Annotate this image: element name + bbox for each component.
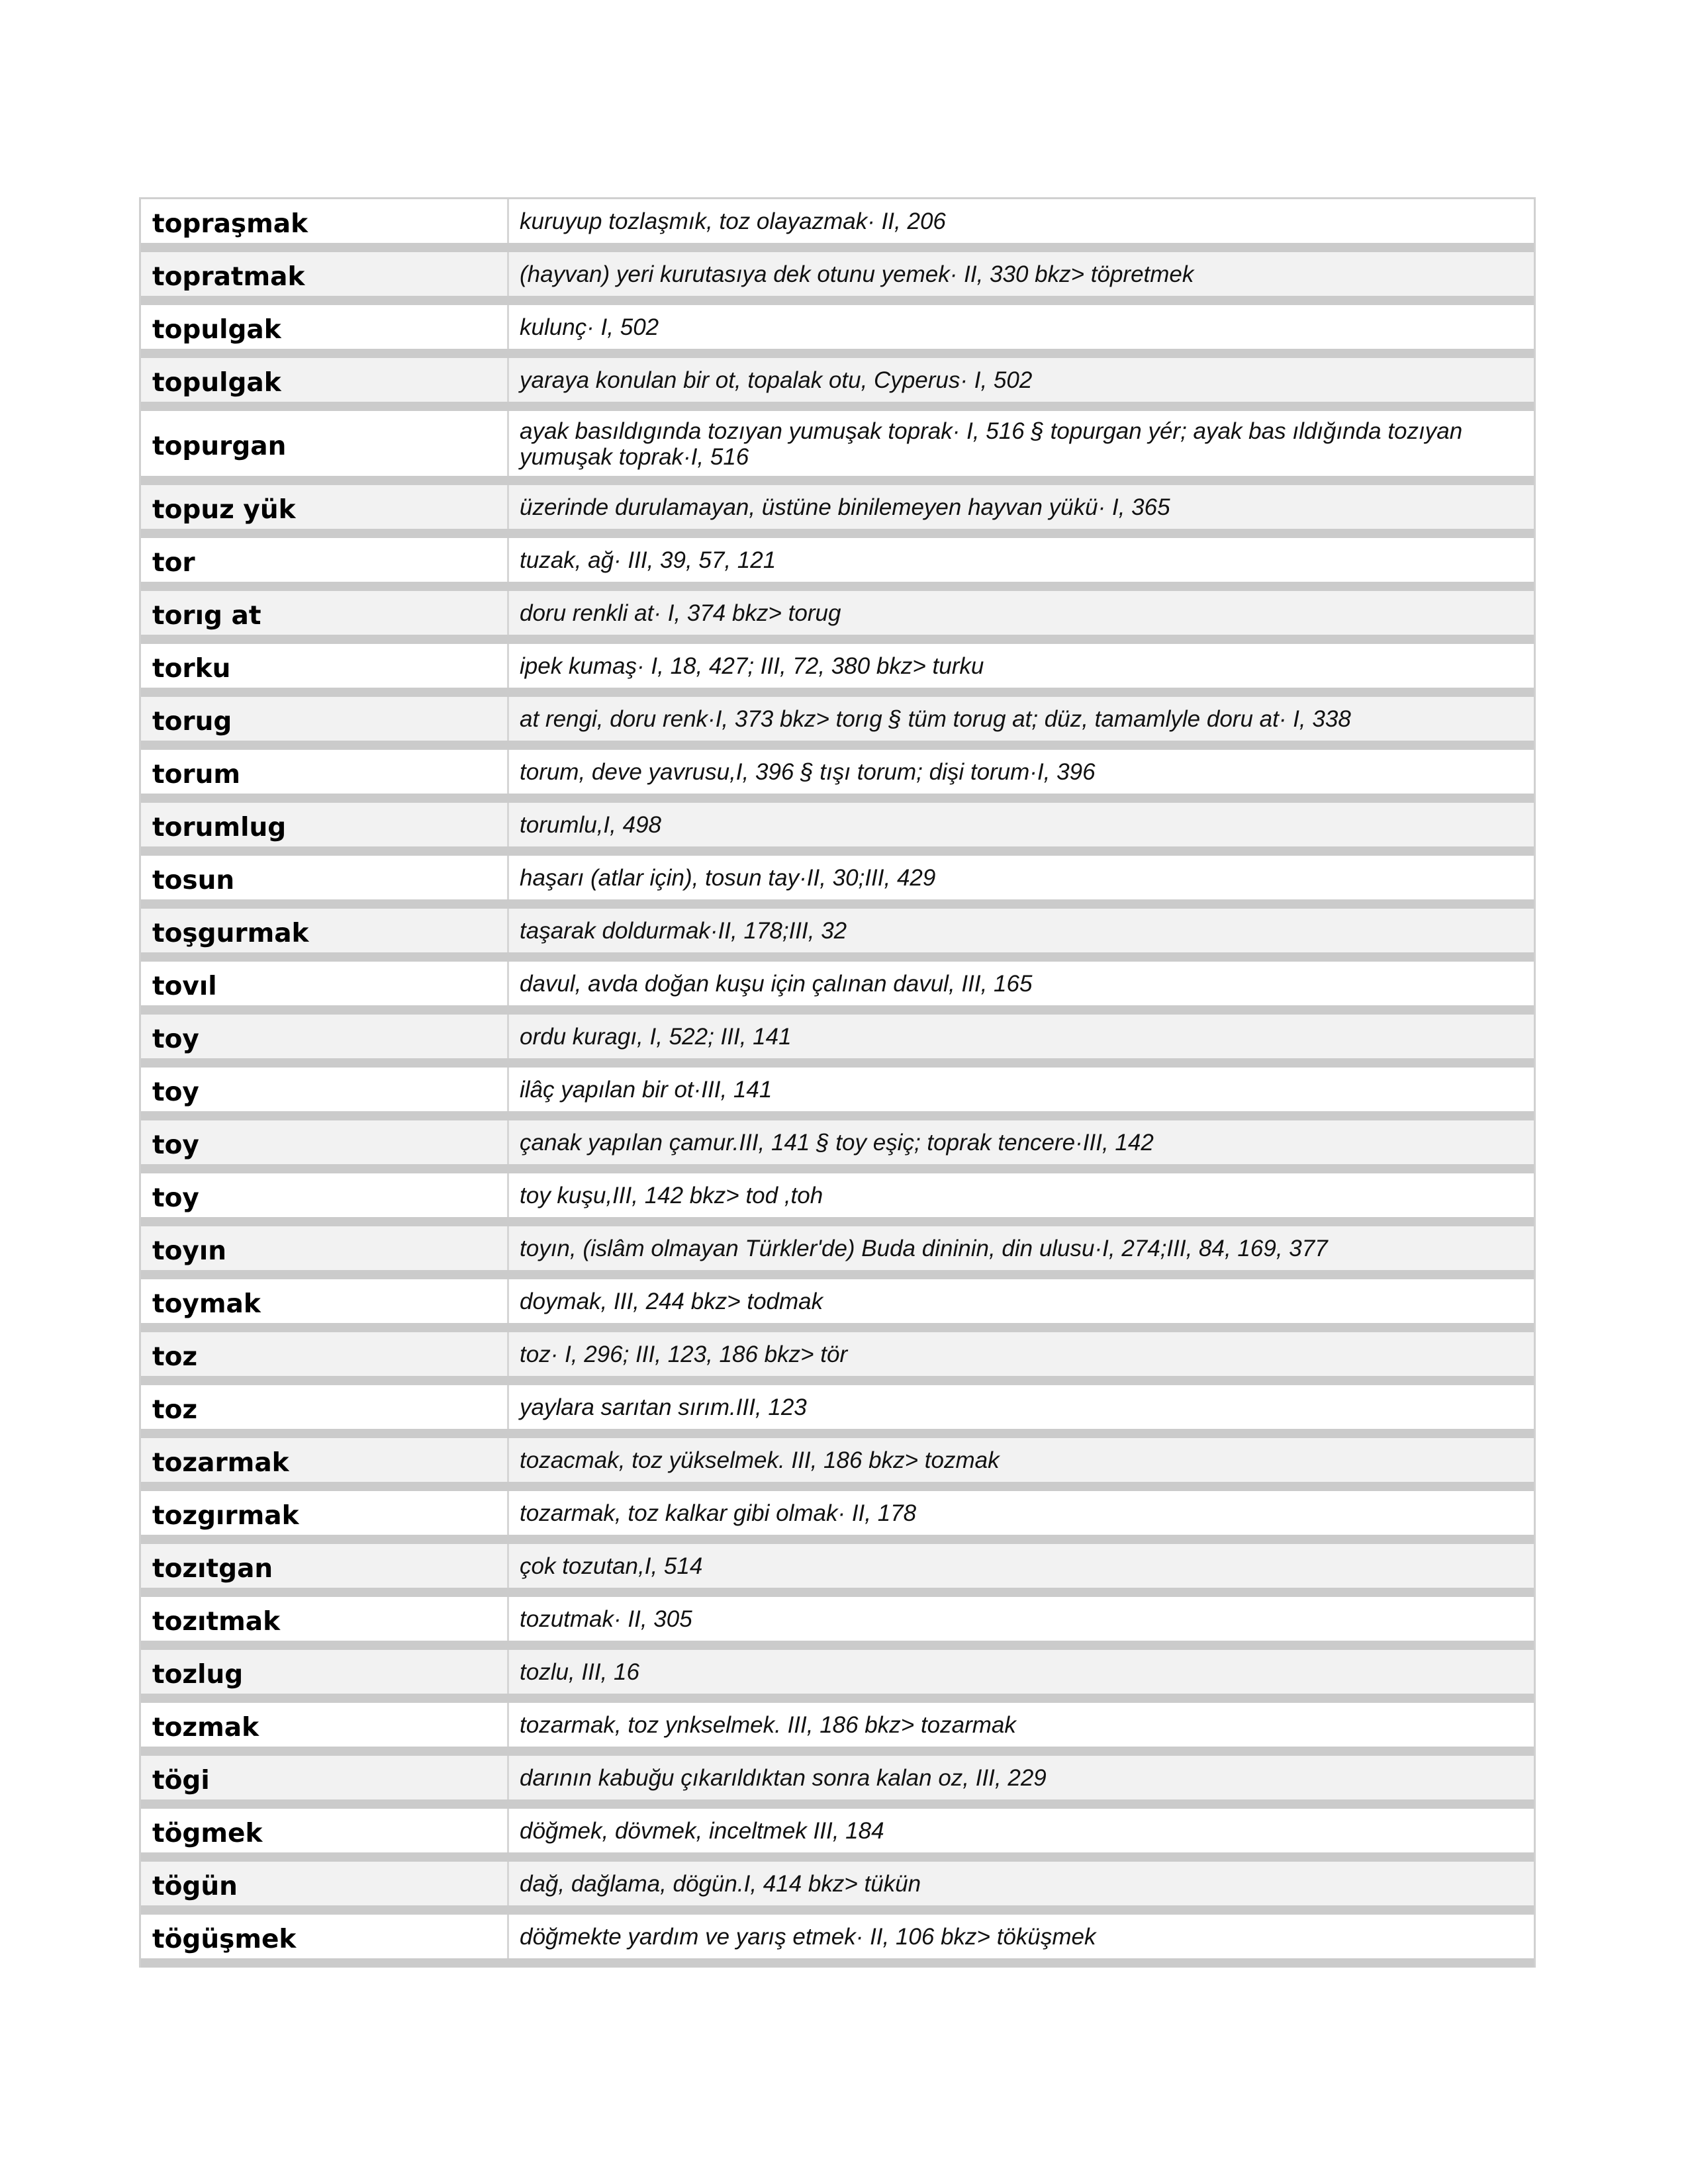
entry-term: torumlug bbox=[141, 803, 509, 846]
entry-definition: çok tozutan,I, 514 bbox=[509, 1544, 1534, 1588]
table-row bbox=[141, 856, 1534, 909]
entry-term: toyın bbox=[141, 1226, 509, 1270]
table-row bbox=[141, 1173, 1534, 1226]
table-row bbox=[141, 1385, 1534, 1438]
entry-term: toymak bbox=[141, 1279, 509, 1323]
table-row bbox=[141, 1438, 1534, 1491]
entry-definition: torum, deve yavrusu,I, 396 § tışı torum; dişi torum·I, 396 bbox=[520, 758, 1096, 785]
entry-term: tozarmak bbox=[141, 1438, 509, 1482]
entry-definition: yaraya konulan bir ot, topalak otu, Cyperus· I, 502 bbox=[509, 358, 1534, 402]
entry-definition: doymak, III, 244 bkz> todmak bbox=[520, 1288, 823, 1314]
entry-term: topulgak bbox=[141, 305, 509, 349]
table-row bbox=[141, 1650, 1534, 1703]
entry-term: topurgan bbox=[141, 411, 509, 476]
entry-definition: tuzak, ağ· III, 39, 57, 121 bbox=[520, 547, 776, 573]
table-row bbox=[141, 305, 1534, 358]
table-row bbox=[141, 909, 1534, 962]
table-row bbox=[141, 1915, 1534, 1968]
table-row bbox=[141, 485, 1534, 538]
entry-term: tor bbox=[141, 538, 509, 582]
table-row bbox=[141, 1332, 1534, 1385]
table-row bbox=[141, 1491, 1534, 1544]
entry-term: toy bbox=[141, 1120, 509, 1164]
entry-definition: dağ, dağlama, dögün.I, 414 bkz> tükün bbox=[509, 1862, 1534, 1905]
table-row bbox=[141, 252, 1534, 305]
entry-term: topuz yük bbox=[141, 485, 509, 529]
entry-definition: at rengi, doru renk·I, 373 bkz> torıg § tüm torug at; düz, tamamlyle doru at· I, 338 bbox=[509, 697, 1534, 741]
entry-term: torug bbox=[141, 697, 509, 741]
entry-definition: üzerinde durulamayan, üstüne binilemeyen hayvan yükü· I, 365 bbox=[509, 485, 1534, 529]
table-row bbox=[141, 1068, 1534, 1120]
entry-term: torku bbox=[141, 644, 509, 688]
table-row bbox=[141, 411, 1534, 485]
table-row bbox=[141, 644, 1534, 697]
entry-term: topraşmak bbox=[141, 199, 509, 243]
table-row bbox=[141, 591, 1534, 644]
entry-definition: döğmek, dövmek, inceltmek III, 184 bbox=[520, 1817, 884, 1844]
entry-definition: tozacmak, toz yükselmek. III, 186 bkz> tozmak bbox=[509, 1438, 1534, 1482]
entry-term: tozgırmak bbox=[141, 1491, 509, 1535]
entry-term: toy bbox=[141, 1173, 509, 1217]
entry-definition: kulunç· I, 502 bbox=[520, 314, 659, 340]
entry-term: torum bbox=[141, 750, 509, 794]
entry-term: toy bbox=[141, 1068, 509, 1111]
entry-term: tögüşmek bbox=[141, 1915, 509, 1958]
entry-definition: çanak yapılan çamur.III, 141 § toy eşiç; toprak tencere·III, 142 bbox=[509, 1120, 1534, 1164]
entry-definition: tozarmak, toz ynkselmek. III, 186 bkz> tozarmak bbox=[520, 1711, 1016, 1738]
table-row bbox=[141, 358, 1534, 411]
entry-term: tozıtgan bbox=[141, 1544, 509, 1588]
entry-term: toz bbox=[141, 1385, 509, 1429]
entry-definition: yaylara sarıtan sırım.III, 123 bbox=[520, 1394, 807, 1420]
entry-definition: tozutmak· II, 305 bbox=[520, 1606, 692, 1632]
entry-term: tovıl bbox=[141, 962, 509, 1005]
entry-definition: döğmekte yardım ve yarış etmek· II, 106 bkz> töküşmek bbox=[520, 1923, 1096, 1950]
entry-definition: toz· I, 296; III, 123, 186 bkz> tör bbox=[509, 1332, 1534, 1376]
table-row bbox=[141, 1544, 1534, 1597]
entry-term: toy bbox=[141, 1015, 509, 1058]
table-row bbox=[141, 1756, 1534, 1809]
entry-term: tozlug bbox=[141, 1650, 509, 1694]
entry-term: tögmek bbox=[141, 1809, 509, 1852]
entry-definition: toyın, (islâm olmayan Türkler'de) Buda dininin, din ulusu·I, 274;III, 84, 169, 377 bbox=[509, 1226, 1534, 1270]
entry-definition: ordu kuragı, I, 522; III, 141 bbox=[509, 1015, 1534, 1058]
entry-definition: darının kabuğu çıkarıldıktan sonra kalan oz, III, 229 bbox=[509, 1756, 1534, 1799]
entry-term: toşgurmak bbox=[141, 909, 509, 952]
table-row bbox=[141, 1597, 1534, 1650]
entry-term: torıg at bbox=[141, 591, 509, 635]
entry-definition: toy kuşu,III, 142 bkz> tod ,toh bbox=[520, 1182, 823, 1208]
entry-term: topulgak bbox=[141, 358, 509, 402]
table-row bbox=[141, 962, 1534, 1015]
table-row bbox=[141, 1862, 1534, 1915]
entry-definition: tozlu, III, 16 bbox=[509, 1650, 1534, 1694]
entry-definition: kuruyup tozlaşmık, toz olayazmak· II, 206 bbox=[520, 208, 946, 234]
table-row bbox=[141, 1703, 1534, 1756]
entry-term: tozmak bbox=[141, 1703, 509, 1747]
entry-definition: taşarak doldurmak·II, 178;III, 32 bbox=[509, 909, 1534, 952]
entry-definition: doru renkli at· I, 374 bkz> torug bbox=[509, 591, 1534, 635]
table-row bbox=[141, 538, 1534, 591]
entry-definition: (hayvan) yeri kurutasıya dek otunu yemek· II, 330 bkz> töpretmek bbox=[509, 252, 1534, 296]
entry-definition: torumlu,I, 498 bbox=[509, 803, 1534, 846]
table-row bbox=[141, 697, 1534, 750]
entry-definition: ayak basıldıgında tozıyan yumuşak toprak· I, 516 § topurgan yér; ayak bas ıldığında tozıyan yumuşak toprak·I, 516 bbox=[520, 418, 1463, 470]
entry-term: tögün bbox=[141, 1862, 509, 1905]
entry-definition: tozarmak, toz kalkar gibi olmak· II, 178 bbox=[520, 1500, 917, 1526]
entry-definition: ipek kumaş· I, 18, 427; III, 72, 380 bkz> turku bbox=[520, 653, 984, 679]
entry-term: tosun bbox=[141, 856, 509, 899]
entry-term: toz bbox=[141, 1332, 509, 1376]
table-row bbox=[141, 1120, 1534, 1173]
entry-definition: davul, avda doğan kuşu için çalınan davul, III, 165 bbox=[520, 970, 1033, 997]
entry-term: tozıtmak bbox=[141, 1597, 509, 1641]
entry-term: topratmak bbox=[141, 252, 509, 296]
table-row bbox=[141, 1279, 1534, 1332]
table-row bbox=[141, 1015, 1534, 1068]
table-row bbox=[141, 199, 1534, 252]
glossary-table bbox=[139, 197, 1536, 1968]
table-row bbox=[141, 803, 1534, 856]
table-row bbox=[141, 1226, 1534, 1279]
table-row bbox=[141, 1809, 1534, 1862]
table-row bbox=[141, 750, 1534, 803]
entry-term: tögi bbox=[141, 1756, 509, 1799]
entry-definition: haşarı (atlar için), tosun tay·II, 30;III, 429 bbox=[520, 864, 936, 891]
entry-definition: ilâç yapılan bir ot·III, 141 bbox=[520, 1076, 773, 1103]
